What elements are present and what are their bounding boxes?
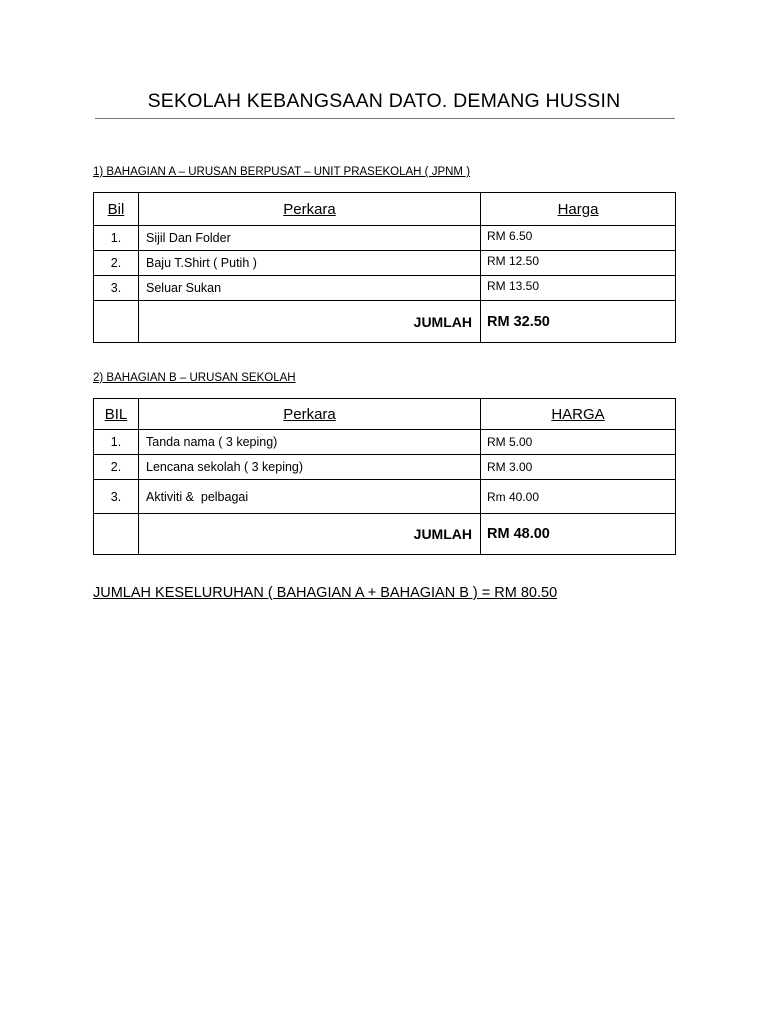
- table-row: [94, 455, 676, 480]
- table-row: [94, 430, 676, 455]
- total-row: [94, 514, 676, 555]
- section-b-table: [93, 398, 676, 555]
- row-number: 1.: [94, 430, 139, 455]
- row-number: 1.: [94, 226, 139, 251]
- row-item: Lencana sekolah ( 3 keping): [139, 455, 481, 480]
- title-divider: [95, 118, 675, 119]
- table-row: [94, 226, 676, 251]
- total-label: JUMLAH: [139, 514, 481, 555]
- column-header-bil: BIL: [94, 399, 139, 430]
- section-a-heading: 1) BAHAGIAN A – URUSAN BERPUSAT – UNIT PRASEKOLAH ( JPNM ): [93, 166, 471, 178]
- row-price: RM 13.50: [481, 276, 676, 301]
- row-price: Rm 40.00: [481, 480, 676, 514]
- table-row: [94, 480, 676, 514]
- column-header-harga: Harga: [481, 193, 676, 226]
- row-number: 2.: [94, 455, 139, 480]
- total-value: RM 32.50: [481, 301, 676, 343]
- row-number: 2.: [94, 251, 139, 276]
- row-number: 3.: [94, 276, 139, 301]
- table-row: [94, 251, 676, 276]
- total-row: [94, 301, 676, 343]
- column-header-perkara: Perkara: [139, 193, 481, 226]
- column-header-perkara: Perkara: [139, 399, 481, 430]
- row-price: RM 6.50: [481, 226, 676, 251]
- row-item: Baju T.Shirt ( Putih ): [139, 251, 481, 276]
- row-item: Aktiviti & pelbagai: [139, 480, 481, 514]
- empty-cell: [94, 301, 139, 343]
- row-price: RM 12.50: [481, 251, 676, 276]
- table-header-row: [94, 399, 676, 430]
- section-a-table: [93, 192, 676, 343]
- row-item: Seluar Sukan: [139, 276, 481, 301]
- row-number: 3.: [94, 480, 139, 514]
- column-header-bil: Bil: [94, 193, 139, 226]
- grand-total: JUMLAH KESELURUHAN ( BAHAGIAN A + BAHAGIAN B ) = RM 80.50: [93, 585, 558, 601]
- empty-cell: [94, 514, 139, 555]
- page-title: SEKOLAH KEBANGSAAN DATO. DEMANG HUSSIN: [147, 90, 621, 112]
- column-header-harga: HARGA: [481, 399, 676, 430]
- row-item: Tanda nama ( 3 keping): [139, 430, 481, 455]
- row-price: RM 5.00: [481, 430, 676, 455]
- table-header-row: [94, 193, 676, 226]
- total-label: JUMLAH: [139, 301, 481, 343]
- section-b-heading: 2) BAHAGIAN B – URUSAN SEKOLAH: [93, 372, 296, 384]
- row-item: Sijil Dan Folder: [139, 226, 481, 251]
- total-value: RM 48.00: [481, 514, 676, 555]
- row-price: RM 3.00: [481, 455, 676, 480]
- table-row: [94, 276, 676, 301]
